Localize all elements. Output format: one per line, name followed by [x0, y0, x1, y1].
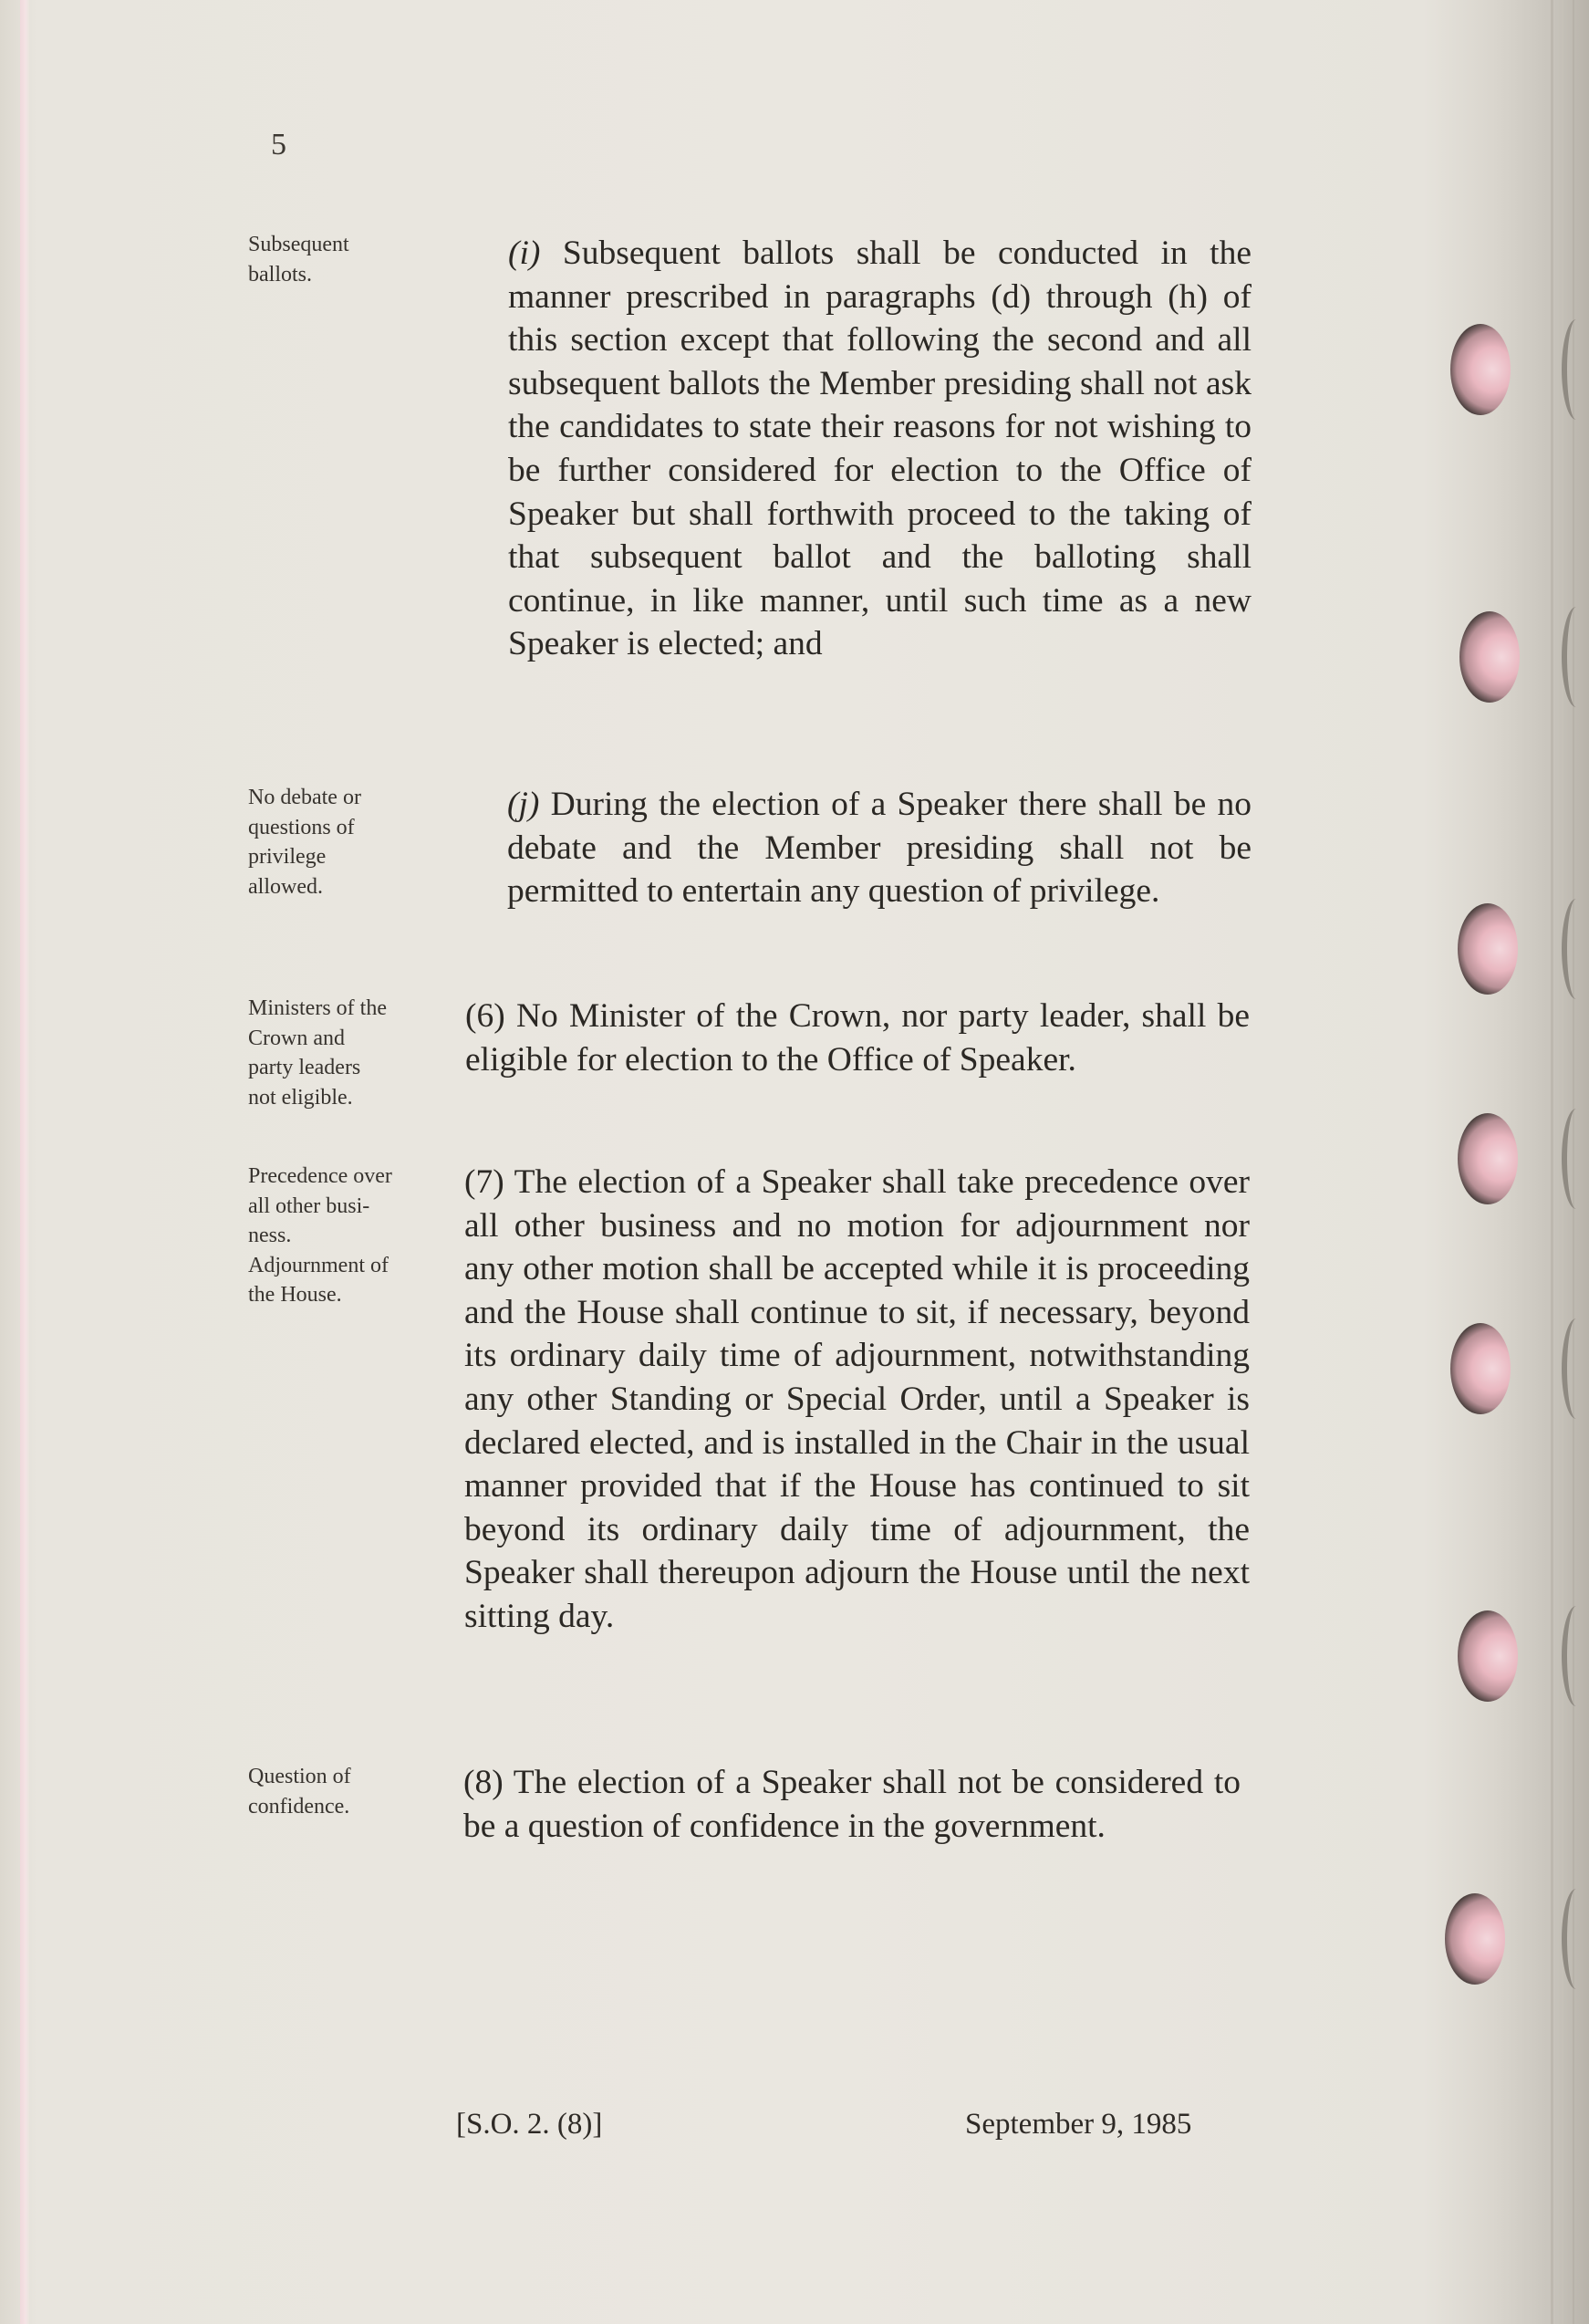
margin-note-subsequent-ballots: Subsequent ballots. [248, 233, 349, 287]
binder-hole [1459, 611, 1520, 703]
paragraph-i [508, 232, 1251, 666]
paragraph-j [507, 783, 1251, 913]
paragraph-8 [463, 1761, 1241, 1848]
binder-ring-shadow [1562, 899, 1589, 999]
paragraph-7 [464, 1161, 1250, 1639]
binder-ring-shadow [1562, 1109, 1589, 1209]
paragraph-text: (7) The election of a Speaker shall take precedence over all other business and no motion for adjournment nor any other motion shall be accepted while it is proceeding and the House shall continue to sit, if necessary, beyond its ordinary daily time of adjournment, notwithstanding any other Standing or Special Order, until a Speaker is declared elected, and is installed in the Chair in the usual manner provided that if the House has continued to sit beyond its ordinary daily time of adjournment, the Speaker shall thereupon adjourn the House until the next sitting day. [464, 1163, 1250, 1635]
binder-hole [1458, 1610, 1518, 1702]
margin-note-no-debate: No debate or questions of privilege allowed. [248, 786, 361, 899]
revision-date: September 9, 1985 [965, 2108, 1192, 2141]
margin-note-question-of-confidence: Question of confidence. [248, 1765, 351, 1819]
paragraph-text: (8) The election of a Speaker shall not be considered to be a question of confidence in the government. [463, 1764, 1241, 1845]
paragraph-label: (j) [507, 786, 540, 823]
binder-hole [1445, 1893, 1505, 1985]
page-pink-edge [20, 0, 29, 2324]
margin-note-ministers-not-eligible: Ministers of the Crown and party leaders not eligible. [248, 996, 387, 1110]
paragraph-text: (6) No Minister of the Crown, nor party leader, shall be eligible for election to the Office of Speaker. [465, 997, 1250, 1079]
binder-hole [1458, 1113, 1518, 1204]
binder-ring-shadow [1562, 607, 1589, 707]
binder-ring-shadow [1562, 1318, 1589, 1419]
binder-hole [1450, 324, 1511, 415]
standing-order-reference: [S.O. 2. (8)] [456, 2108, 603, 2141]
margin-note-precedence: Precedence over all other busi- ness. Adjournment of the House. [248, 1164, 392, 1307]
page-number: 5 [271, 128, 286, 162]
paragraph-label: (i) [508, 234, 541, 272]
binder-ring-shadow [1562, 1889, 1589, 1989]
paragraph-6 [465, 995, 1250, 1081]
paragraph-text: During the election of a Speaker there shall be no debate and the Member presiding shall not be permitted to entertain any question of privilege. [507, 786, 1251, 911]
binder-ring-shadow [1562, 1606, 1589, 1706]
page-stack-edge [1551, 0, 1553, 2324]
paragraph-text: Subsequent ballots shall be conducted in the manner prescribed in paragraphs (d) through (h) of this section except that following the second and all subsequent ballots the Member presiding shall not ask the candidates to state their reasons for not wishing to be further considered for election to the Office of Speaker but shall forthwith proceed to the taking of that subsequent ballot and the balloting shall continue, in like manner, until such time as a new Speaker is elected; and [508, 234, 1251, 663]
binder-hole [1450, 1323, 1511, 1414]
binder-hole [1458, 903, 1518, 995]
binder-ring-shadow [1562, 319, 1589, 420]
